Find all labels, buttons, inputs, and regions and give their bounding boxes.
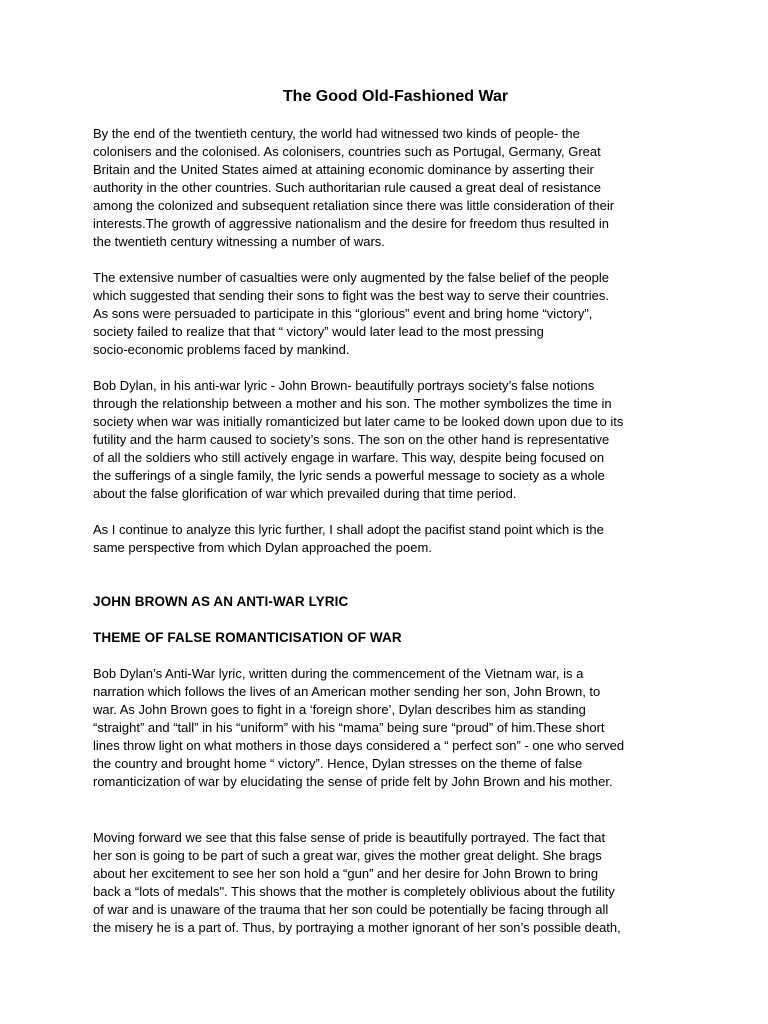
paragraph-pacifist-standpoint: As I continue to analyze this lyric further, I shall adopt the pacifist stand point which is the same perspective from which Dylan approached the poem. [93, 522, 604, 555]
paragraph-dylan-overview: Bob Dylan, in his anti-war lyric - John Brown- beautifully portrays society’s false notions through the relationship between a mother and his son. The mother symbolizes the time in society when war was initially romanticized but later came to be looked down upon due to its futility and the harm caused to society’s sons. The son on the other hand is representative of all the soldiers who still actively engage in warfare. This way, despite being focused on the sufferings of a single family, the lyric sends a powerful message to society as a whole about the false glorification of war which prevailed during that time period. [93, 378, 624, 501]
paragraph-intro: By the end of the twentieth century, the world had witnessed two kinds of people- the colonisers and the colonised. As colonisers, countries such as Portugal, Germany, Great Britain and the United States aimed at attaining economic dominance by asserting their authority in the other countries. Such authoritarian rule caused a great deal of resistance among the colonized and subsequent retaliation since there was little consideration of their interests.The growth of aggressive nationalism and the desire for freedom thus resulted in the twentieth century witnessing a number of wars. [93, 126, 615, 249]
paragraph-false-pride: Moving forward we see that this false sense of pride is beautifully portrayed. The fact that her son is going to be part of such a great war, gives the mother great delight. She brags about her excitement to see her son hold a “gun” and her desire for John Brown to bring back a “lots of medals". This shows that the mother is completely oblivious about the futility of war and is unaware of the trauma that her son could be potentially be facing through all the misery he is a part of. Thus, by portraying a mother ignorant of her son’s possible death, [93, 830, 621, 935]
paragraph-casualties: The extensive number of casualties were only augmented by the false belief of the people which suggested that sending their sons to fight was the best way to serve their countries. As sons were persuaded to participate in this “glorious” event and bring home “victory”, society failed to realize that that “ victory” would later lead to the most pressing socio-economic problems faced by mankind. [93, 270, 609, 357]
document-title: The Good Old-Fashioned War [282, 88, 509, 105]
section-heading-anti-war-lyric: JOHN BROWN AS AN ANTI-WAR LYRIC [93, 594, 349, 609]
paragraph-vietnam-war: Bob Dylan’s Anti-War lyric, written during the commencement of the Vietnam war, is a narration which follows the lives of an American mother sending her son, John Brown, to war. As John Brown goes to fight in a ‘foreign shore’, Dylan describes him as standing “straight” and “tall” in his “uniform” with his “mama” being sure “proud” of him.These short lines throw light on what mothers in those days considered a “ perfect son” - one who served the country and brought home “ victory”. Hence, Dylan stresses on the theme of false romanticization of war by elucidating the sense of pride felt by John Brown and his mother. [93, 666, 625, 789]
section-heading-false-romanticisation: THEME OF FALSE ROMANTICISATION OF WAR [93, 630, 402, 645]
